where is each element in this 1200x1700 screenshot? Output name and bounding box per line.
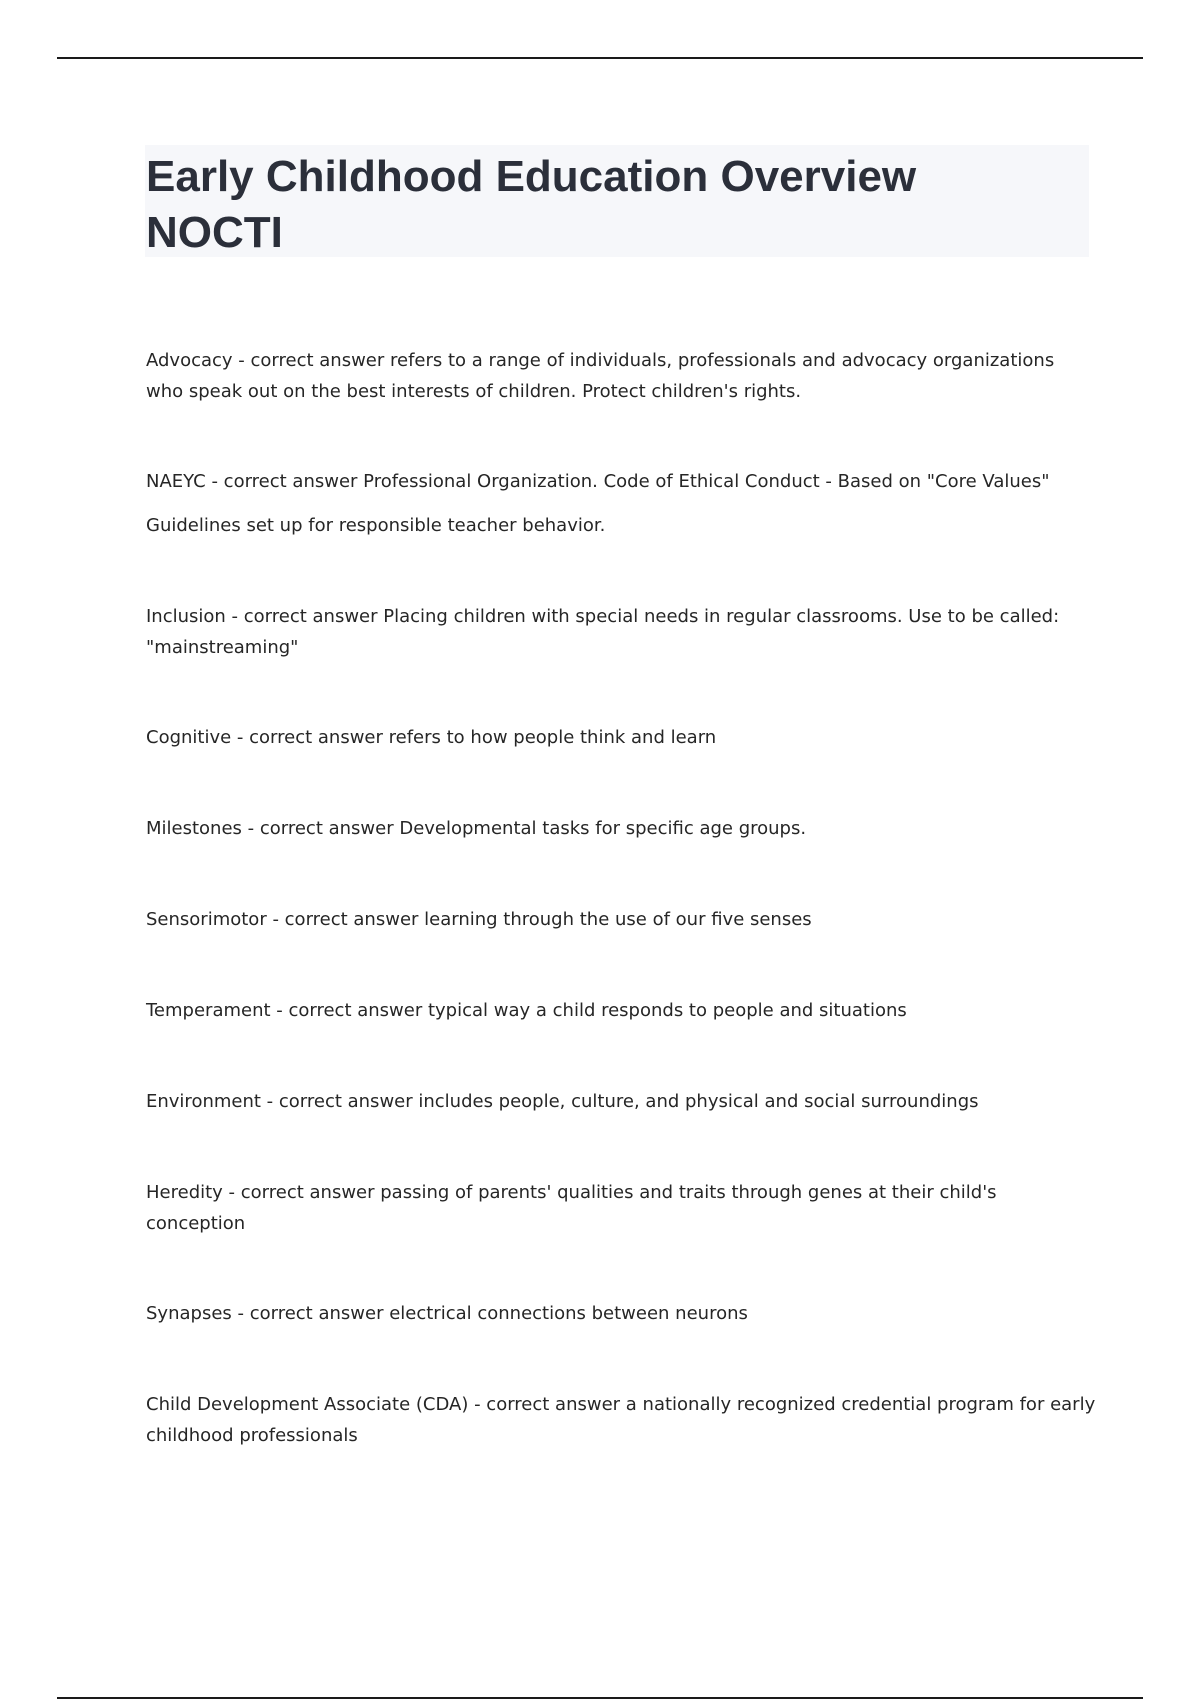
entry-text: Synapses - correct answer electrical connections between neurons (146, 1303, 748, 1324)
entry-text: Inclusion - correct answer Placing children with special needs in regular classrooms. Use to be called: "mainstreaming" (146, 606, 1060, 658)
entry-text: Milestones - correct answer Developmental tasks for specific age groups. (146, 818, 807, 839)
entry-text: Child Development Associate (CDA) - correct answer a nationally recognized credential program for early childhood professionals (146, 1394, 1096, 1446)
entry-inclusion (146, 601, 1096, 663)
entry-text: Sensorimotor - correct answer learning through the use of our five senses (146, 909, 812, 930)
entry-extra-text: Guidelines set up for responsible teacher behavior. (146, 515, 606, 536)
entry-text: NAEYC - correct answer Professional Organization. Code of Ethical Conduct - Based on "Core Values" (146, 471, 1050, 492)
top-rule (57, 57, 1143, 59)
entry-cognitive (146, 722, 1096, 753)
entry-milestones (146, 813, 1096, 844)
entry-synapses (146, 1298, 1096, 1329)
entry-text: Heredity - correct answer passing of parents' qualities and traits through genes at their child's conception (146, 1182, 997, 1234)
entry-temperament (146, 995, 1096, 1026)
entry-naeyc (146, 466, 1096, 541)
bottom-rule (57, 1697, 1143, 1699)
entry-text: Temperament - correct answer typical way a child responds to people and situations (146, 1000, 907, 1021)
entry-text: Advocacy - correct answer refers to a range of individuals, professionals and advocacy organizations who speak out on the best interests of children. Protect children's rights. (146, 350, 1055, 402)
entry-environment (146, 1086, 1096, 1117)
entry-heredity (146, 1177, 1096, 1239)
entry-sensorimotor (146, 904, 1096, 935)
entry-advocacy (146, 345, 1096, 407)
entry-cda (146, 1389, 1096, 1451)
page-title: Early Childhood Education Overview NOCTI (146, 152, 917, 257)
entry-text: Environment - correct answer includes people, culture, and physical and social surroundings (146, 1091, 979, 1112)
entry-text: Cognitive - correct answer refers to how people think and learn (146, 727, 717, 748)
